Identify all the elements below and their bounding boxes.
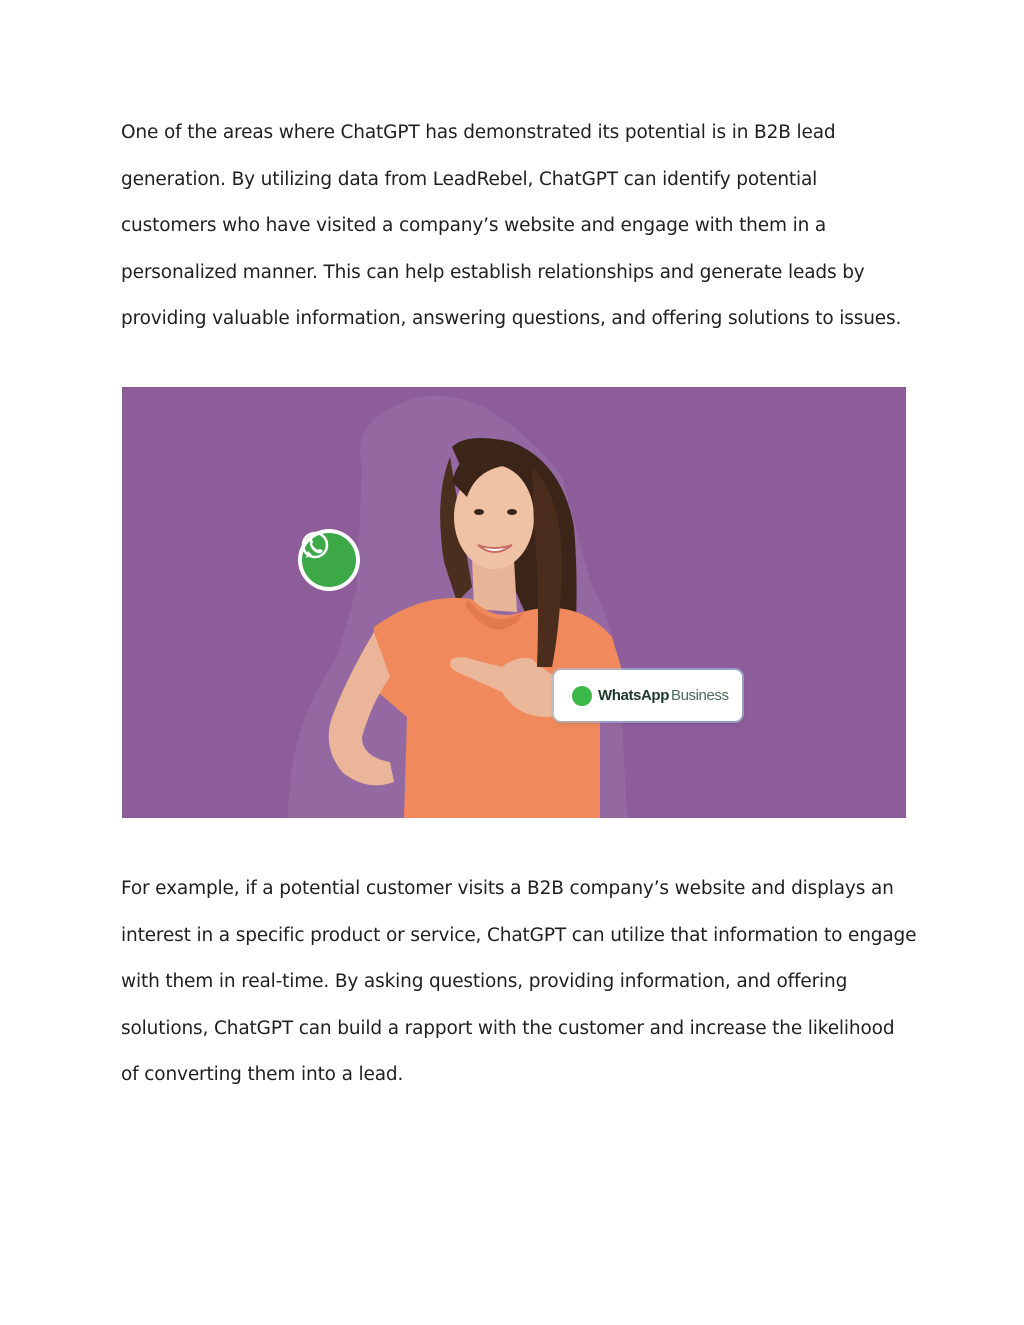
paragraph-line: personalized manner. This can help establish relationships and generate leads by (121, 261, 865, 283)
badge-sub: Business (670, 687, 729, 704)
woman-illustration (122, 387, 906, 818)
paragraph-1 (121, 110, 911, 343)
paragraph-line: with them in real-time. By asking questions, providing information, and offering (121, 971, 848, 992)
paragraph-line: For example, if a potential customer visits a B2B company’s website and displays an (121, 878, 894, 899)
paragraph-line: generation. By utilizing data from LeadRebel, ChatGPT can identify potential (121, 168, 818, 190)
paragraph-line: providing valuable information, answering questions, and offering solutions to issues. (121, 308, 902, 329)
paragraph-2 (121, 866, 917, 1099)
paragraph-line: of converting them into a lead. (121, 1064, 404, 1085)
paragraph-line: interest in a specific product or service, ChatGPT can utilize that information to engage (121, 924, 917, 946)
whatsapp-small-icon (572, 686, 592, 706)
whatsapp-icon (298, 529, 360, 591)
whatsapp-business-badge (554, 670, 742, 721)
badge-brand: WhatsApp (598, 687, 669, 704)
paragraph-line: customers who have visited a company’s website and engage with them in a (121, 215, 827, 236)
paragraph-line: solutions, ChatGPT can build a rapport with the customer and increase the likelihood (121, 1017, 895, 1039)
paragraph-line: One of the areas where ChatGPT has demonstrated its potential is in B2B lead (121, 122, 836, 143)
promo-image (122, 387, 906, 818)
